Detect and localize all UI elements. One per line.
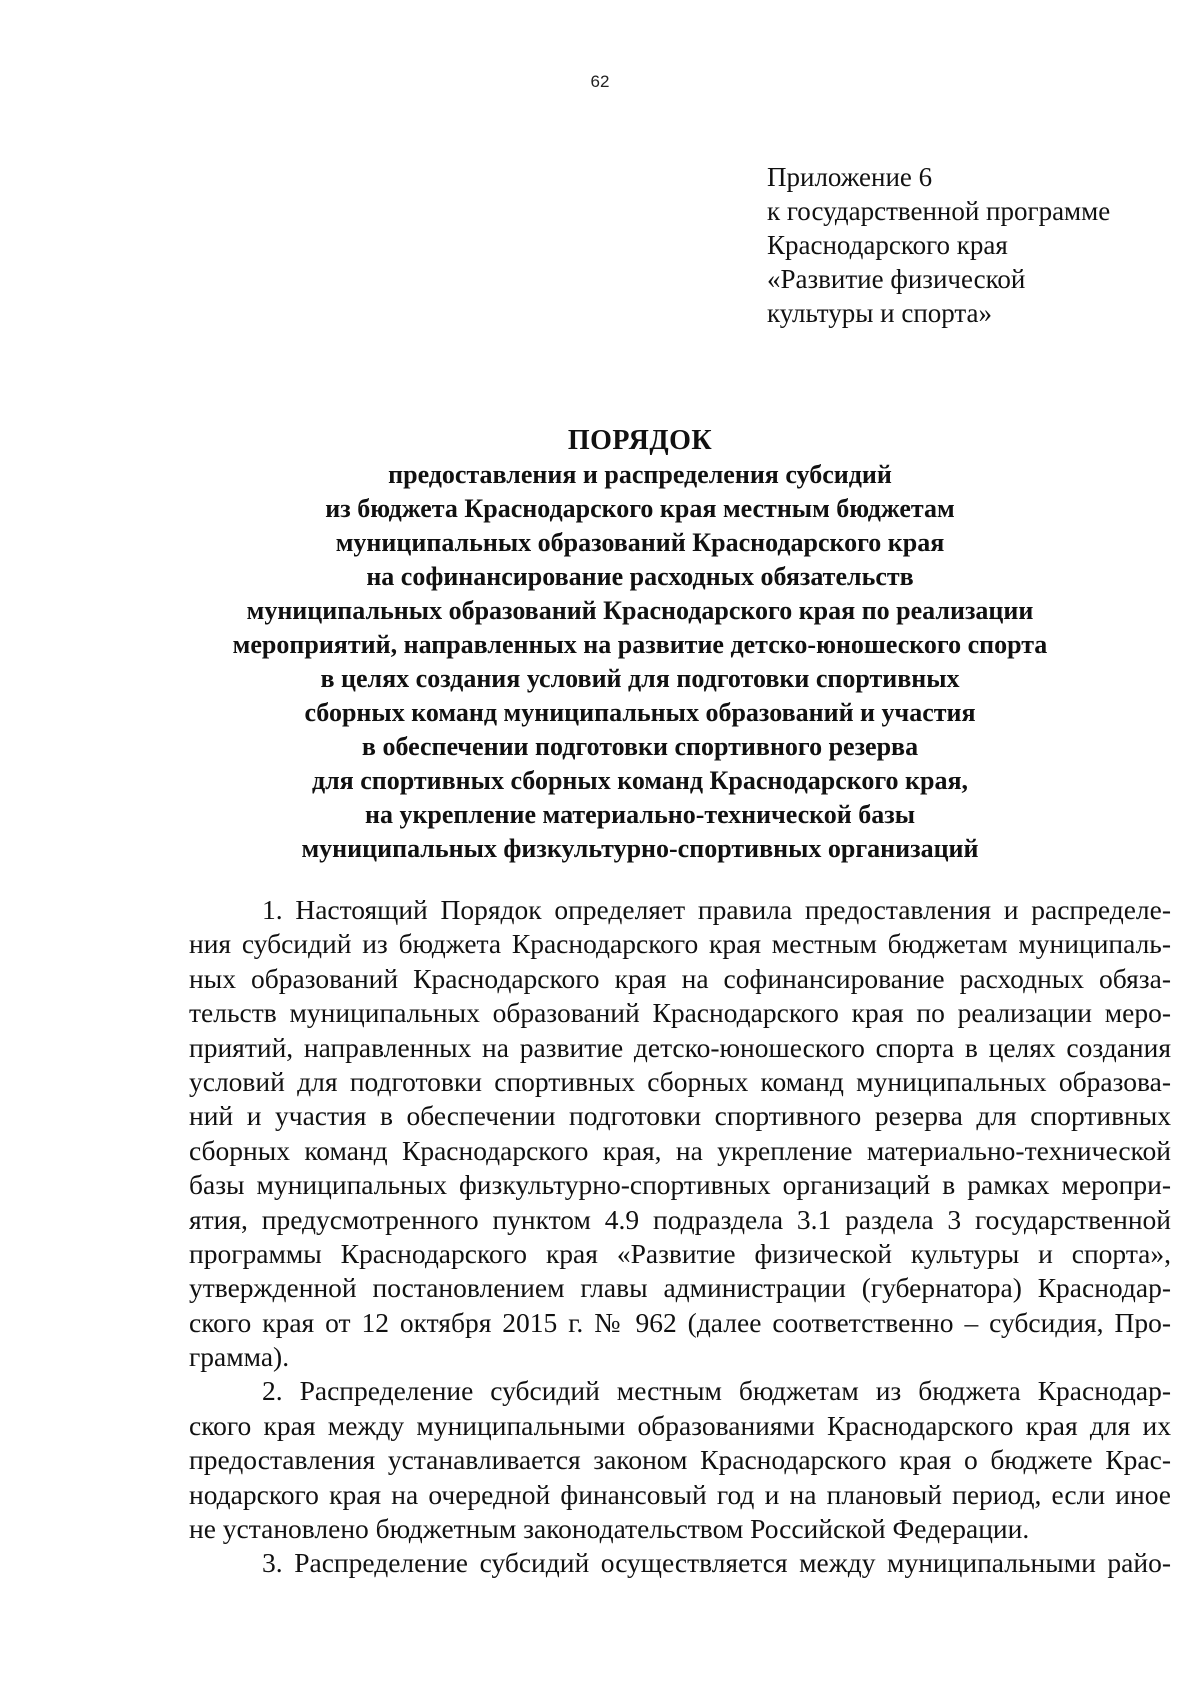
subtitle-line: муниципальных образований Краснодарского края по реализации — [246, 596, 1034, 625]
subtitle-line: на софинансирование расходных обязательств — [366, 562, 914, 591]
appendix-line: Приложение 6 — [767, 162, 933, 192]
page-number: 62 — [590, 72, 610, 91]
appendix-line: «Развитие физической — [767, 264, 1026, 294]
paragraph-line: ния субсидий из бюджета Краснодарского края местным бюджетам муниципаль- — [189, 928, 1171, 960]
subtitle-line: предоставления и распределения субсидий — [388, 460, 892, 489]
paragraph-line: грамма). — [189, 1341, 290, 1373]
paragraph-1 — [189, 893, 1171, 1374]
appendix-line: Краснодарского края — [767, 230, 1008, 260]
paragraph-line: программы Краснодарского края «Развитие физической культуры и спорта», — [189, 1237, 1171, 1269]
subtitle-line: из бюджета Краснодарского края местным бюджетам — [325, 494, 955, 523]
subtitle-line: муниципальных физкультурно-спортивных организаций — [301, 834, 979, 863]
paragraph-line: ского края от 12 октября 2015 г. № 962 (далее соответственно – субсидия, Про- — [189, 1306, 1171, 1338]
paragraph-line: утвержденной постановлением главы администрации (губернатора) Краснодар- — [189, 1272, 1171, 1304]
paragraph-line: базы муниципальных физкультурно-спортивных организаций в рамках меропри- — [189, 1169, 1171, 1201]
paragraph-2 — [189, 1374, 1171, 1546]
document-title: ПОРЯДОК — [567, 425, 713, 456]
subtitle-line: в целях создания условий для подготовки спортивных — [320, 664, 960, 693]
subtitle-line: в обеспечении подготовки спортивного резерва — [361, 732, 919, 761]
paragraph-line: нодарского края на очередной финансовый год и на плановый период, если иное — [189, 1478, 1171, 1510]
subtitle-line: для спортивных сборных команд Краснодарского края, — [311, 766, 969, 795]
paragraph-line: не установлено бюджетным законодательством Российской Федерации. — [189, 1513, 1030, 1545]
appendix-line: к государственной программе — [767, 196, 1111, 226]
paragraph-3 — [189, 1546, 1171, 1580]
paragraph-line: приятий, направленных на развитие детско-юношеского спорта в целях создания — [189, 1031, 1171, 1063]
appendix-note — [767, 160, 1187, 330]
paragraph-line: ний и участия в обеспечении подготовки спортивного резерва для спортивных — [189, 1100, 1171, 1132]
subtitle-line: мероприятий, направленных на развитие детско-юношеского спорта — [232, 630, 1048, 659]
subtitle-line: сборных команд муниципальных образований и участия — [304, 698, 976, 727]
document-heading — [150, 424, 1130, 866]
paragraph-line: 2. Распределение субсидий местным бюджетам из бюджета Краснодар- — [262, 1375, 1171, 1407]
paragraph-line: 1. Настоящий Порядок определяет правила предоставления и распределе- — [262, 894, 1171, 925]
paragraph-line: ных образований Краснодарского края на софинансирование расходных обяза- — [189, 962, 1171, 994]
subtitle-line: на укрепление материально-технической базы — [364, 800, 916, 829]
paragraph-line: ского края между муниципальными образованиями Краснодарского края для их — [189, 1409, 1171, 1441]
appendix-line: культуры и спорта» — [767, 298, 993, 328]
paragraph-line: предоставления устанавливается законом Краснодарского края о бюджете Крас- — [189, 1444, 1171, 1476]
subtitle-line: муниципальных образований Краснодарского края — [335, 528, 945, 557]
paragraph-line: тельств муниципальных образований Краснодарского края по реализации меро- — [189, 997, 1171, 1029]
paragraph-line: ятия, предусмотренного пунктом 4.9 подраздела 3.1 раздела 3 государственной — [189, 1203, 1171, 1235]
paragraph-line: сборных команд Краснодарского края, на укрепление материально-технической — [189, 1134, 1171, 1166]
paragraph-line: 3. Распределение субсидий осуществляется между муниципальными райо- — [262, 1547, 1171, 1579]
paragraph-line: условий для подготовки спортивных сборных команд муниципальных образова- — [189, 1065, 1171, 1097]
document-subtitle — [150, 458, 1130, 866]
document-body — [189, 893, 1171, 1581]
